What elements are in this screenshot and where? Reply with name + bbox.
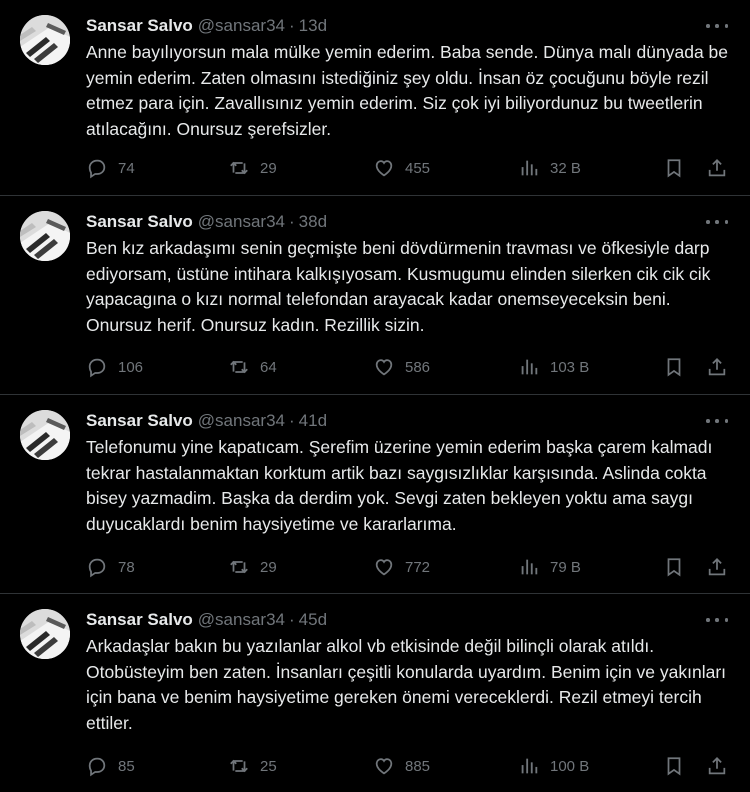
share-button[interactable] (706, 753, 728, 779)
repost-icon (228, 157, 250, 179)
like-icon (373, 556, 395, 578)
like-count: 885 (405, 757, 431, 775)
views-button[interactable] (518, 753, 589, 779)
share-icon (706, 755, 728, 777)
tweet[interactable] (0, 395, 750, 594)
display-name[interactable]: Sansar Salvo (86, 411, 193, 430)
like-count: 586 (405, 358, 431, 376)
views-icon (518, 157, 540, 179)
views-button[interactable] (518, 554, 581, 580)
handle[interactable]: @sansar34 (197, 411, 285, 430)
view-count: 103 B (550, 358, 590, 376)
views-button[interactable] (518, 354, 589, 380)
views-icon (518, 356, 540, 378)
repost-icon (228, 556, 250, 578)
tweet-text: Ben kız arkadaşımı senin geçmişte beni dövdürmenin travması ve öfkesiyle darp ediyorsam, üstüne intihara kalkışıyosam. Kusmugumu elinden silerken cik cik cik yapacagına o kızı normal telefondan arayacak kadar onemseyeceksin beni. Onursuz herif. Onursuz kadın. Rezillik sizin. (86, 238, 711, 335)
tweet-actions (86, 155, 736, 181)
share-icon (706, 157, 728, 179)
views-button[interactable] (518, 155, 581, 181)
tweet-actions (86, 354, 736, 380)
bookmark-icon (663, 556, 685, 578)
tweet-text: Arkadaşlar bakın bu yazılanlar alkol vb etkisinde değil bilinçli olarak atıldı. Otobüsteyim ben zaten. İnsanları çeşitli konularda uyardım. Benim için ve yakınları için bana ve benim haysiyetime gereken önemi vereceklerdi. Rezil etmeyi tercih ettiler. (86, 636, 727, 733)
repost-button[interactable] (228, 554, 277, 580)
handle[interactable]: @sansar34 (197, 610, 285, 629)
bookmark-button[interactable] (663, 753, 685, 779)
view-count: 32 B (550, 159, 581, 177)
views-icon (518, 755, 540, 777)
bookmark-icon (663, 356, 685, 378)
repost-button[interactable] (228, 753, 277, 779)
like-button[interactable] (373, 155, 430, 181)
timestamp[interactable]: 41d (298, 411, 328, 430)
repost-button[interactable] (228, 354, 277, 380)
repost-count: 29 (260, 159, 277, 177)
more-icon[interactable] (706, 611, 728, 629)
like-icon (373, 356, 395, 378)
like-button[interactable] (373, 354, 430, 380)
bookmark-button[interactable] (663, 155, 685, 181)
timestamp[interactable]: 38d (298, 212, 328, 231)
repost-count: 29 (260, 558, 277, 576)
reply-button[interactable] (86, 554, 135, 580)
share-button[interactable] (706, 354, 728, 380)
views-icon (518, 556, 540, 578)
bookmark-button[interactable] (663, 554, 685, 580)
handle[interactable]: @sansar34 (197, 16, 285, 35)
avatar[interactable] (20, 211, 70, 261)
tweet-header (86, 211, 730, 233)
more-icon[interactable] (706, 213, 728, 231)
like-icon (373, 157, 395, 179)
more-icon[interactable] (706, 17, 728, 35)
view-count: 100 B (550, 757, 590, 775)
display-name[interactable]: Sansar Salvo (86, 610, 193, 629)
reply-count: 106 (118, 358, 144, 376)
like-count: 772 (405, 558, 431, 576)
avatar[interactable] (20, 15, 70, 65)
tweet-header (86, 410, 730, 432)
share-button[interactable] (706, 554, 728, 580)
repost-button[interactable] (228, 155, 277, 181)
reply-icon (86, 356, 108, 378)
display-name[interactable]: Sansar Salvo (86, 16, 193, 35)
tweet-header (86, 609, 730, 631)
timestamp[interactable]: 13d (298, 16, 328, 35)
share-icon (706, 556, 728, 578)
view-count: 79 B (550, 558, 581, 576)
repost-icon (228, 356, 250, 378)
reply-count: 85 (118, 757, 135, 775)
share-icon (706, 356, 728, 378)
tweet[interactable] (0, 0, 750, 196)
like-count: 455 (405, 159, 431, 177)
reply-button[interactable] (86, 354, 143, 380)
timestamp[interactable]: 45d (298, 610, 328, 629)
reply-icon (86, 157, 108, 179)
tweet-text: Anne bayılıyorsun mala mülke yemin ederim. Baba sende. Dünya malı dünyada be yemin ederim. Zaten olmasını istediğiniz şey oldu. İnsan öz çocuğunu böyle rezil etmez para için. Zavallısınız yemin ederim. Siz çok iyi biliyordunuz bu tweetlerin atılacağını. Onursuz şerefsizler. (86, 42, 729, 139)
repost-count: 64 (260, 358, 277, 376)
separator: · (288, 411, 295, 430)
repost-count: 25 (260, 757, 277, 775)
like-button[interactable] (373, 753, 430, 779)
tweet-actions (86, 753, 736, 779)
separator: · (288, 212, 295, 231)
reply-icon (86, 556, 108, 578)
avatar[interactable] (20, 410, 70, 460)
bookmark-icon (663, 755, 685, 777)
reply-button[interactable] (86, 753, 135, 779)
handle[interactable]: @sansar34 (197, 212, 285, 231)
reply-icon (86, 755, 108, 777)
repost-icon (228, 755, 250, 777)
reply-button[interactable] (86, 155, 135, 181)
bookmark-icon (663, 157, 685, 179)
tweet[interactable] (0, 196, 750, 395)
more-icon[interactable] (706, 412, 728, 430)
bookmark-button[interactable] (663, 354, 685, 380)
reply-count: 74 (118, 159, 135, 177)
tweet-header (86, 15, 730, 37)
separator: · (288, 16, 295, 35)
reply-count: 78 (118, 558, 135, 576)
separator: · (288, 610, 295, 629)
tweet-text: Telefonumu yine kapatıcam. Şerefim üzerine yemin ederim başka çarem kalmadı tekrar hastalanmaktan korktum artik bazı saygısızlıklar karşısında. Aslinda cokta bisey yazmadim. Başka da derdim yok. Sevgi zaten bekleyen yoktu ama saygı duyucaklardı benim haysiyetime ve kararlarıma. (86, 437, 713, 534)
like-button[interactable] (373, 554, 430, 580)
avatar[interactable] (20, 609, 70, 659)
share-button[interactable] (706, 155, 728, 181)
display-name[interactable]: Sansar Salvo (86, 212, 193, 231)
tweet[interactable] (0, 594, 750, 792)
like-icon (373, 755, 395, 777)
tweet-actions (86, 554, 736, 580)
